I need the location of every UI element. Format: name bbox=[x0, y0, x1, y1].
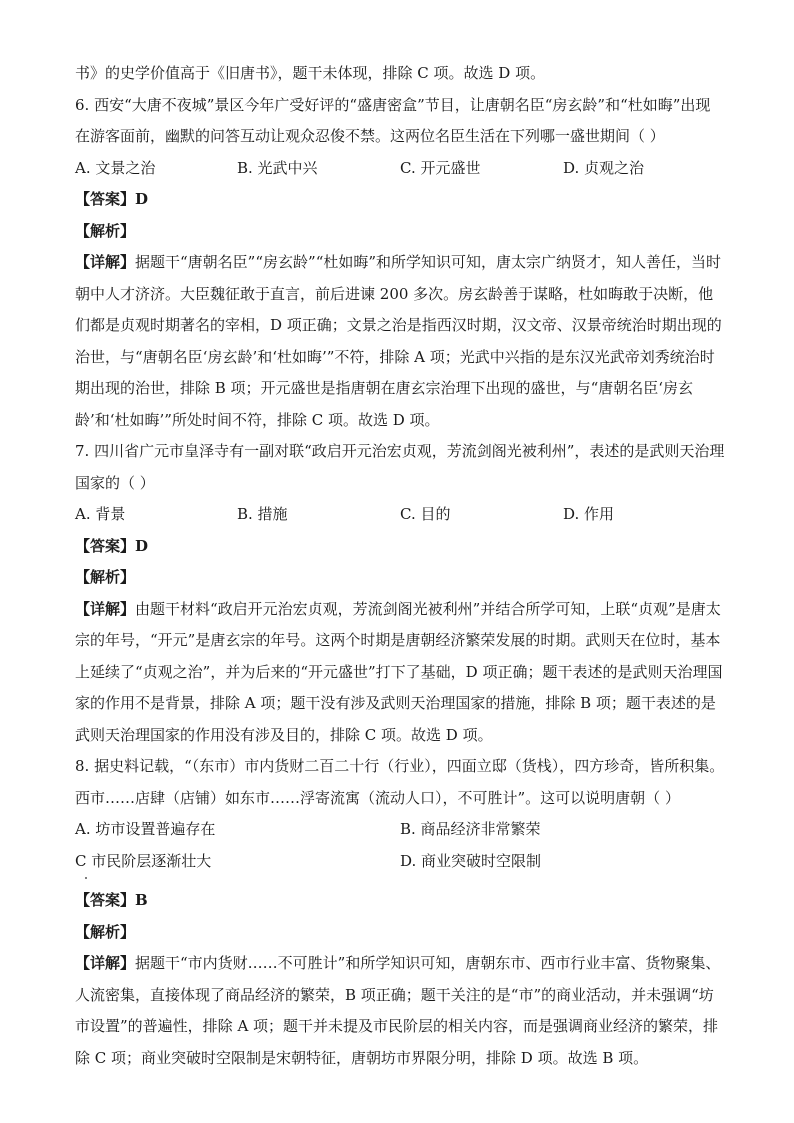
stray-mark bbox=[75, 877, 725, 885]
question-7-stem: 7. 四川省广元市皇泽寺有一副对联“政启开元治宏贞观，芳流剑阁光被利州”，表述的是武则天治理国家的（ ） bbox=[75, 442, 725, 492]
question-8-detail bbox=[75, 948, 725, 1074]
detail-label: 【详解】 bbox=[75, 253, 136, 271]
previous-answer-continuation: 书》的史学价值高于《旧唐书》，题干未体现，排除 C 项。故选 D 项。 bbox=[75, 64, 546, 82]
question-8-stem: 8. 据史料记载，“（东市）市内货财二百二十行（行业），四面立邸（货栈），四方珍奇，皆所积集。西市……店肆（店铺）如东市……浮寄流寓（流动人口），不可胜计”。这可以说明唐朝（ ） bbox=[75, 757, 725, 807]
detail-label: 【详解】 bbox=[75, 954, 136, 972]
question-6-answer: 【答案】D bbox=[75, 190, 149, 208]
document-content bbox=[75, 58, 725, 1074]
question-8-options-row-2 bbox=[75, 846, 725, 878]
question-6-options bbox=[75, 153, 725, 185]
option-d: D. 作用 bbox=[563, 505, 615, 523]
option-a: A. 坊市设置普遍存在 bbox=[75, 820, 216, 838]
option-a: A. 背景 bbox=[75, 505, 126, 523]
question-7-answer: 【答案】D bbox=[75, 536, 149, 555]
detail-text: 据题干“市内货财……不可胜计”和所学知识可知，唐朝东市、西市行业丰富、货物聚集、人流密集，直接体现了商品经济的繁荣，B 项正确；题干关注的是“市”的商业活动，并未强调“坊市设置”的普遍性，排除 A 项；题干并未提及市民阶层的相关内容，而是强调商业经济的繁荣，排除 C 项；商业突破时空限制是宋朝特征，唐朝坊市界限分明，排除 D 项。故选 B 项。 bbox=[75, 954, 721, 1067]
question-6-detail bbox=[75, 247, 725, 436]
option-b: B. 措施 bbox=[237, 505, 288, 523]
detail-label: 【详解】 bbox=[75, 599, 136, 618]
question-7-analysis-label: 【解析】 bbox=[75, 568, 136, 586]
question-7-options bbox=[75, 499, 725, 531]
option-d: D. 商业突破时空限制 bbox=[400, 851, 542, 870]
option-a: A. 文景之治 bbox=[75, 158, 156, 177]
option-d: D. 贞观之治 bbox=[563, 158, 645, 177]
question-8-answer: 【答案】B bbox=[75, 891, 148, 909]
question-7-detail bbox=[75, 594, 725, 752]
question-6-stem: 6. 西安“大唐不夜城”景区今年广受好评的“盛唐密盒”节目，让唐朝名臣“房玄龄”和“杜如晦”出现在游客面前，幽默的问答互动让观众忍俊不禁。这两位名臣生活在下列哪一盛世期间（ ） bbox=[75, 95, 711, 145]
detail-text: 据题干“唐朝名臣”“房玄龄”“杜如晦”和所学知识可知，唐太宗广纳贤才，知人善任，当时朝中人才济济。大臣魏征敢于直言，前后进谏 200 多次。房玄龄善于谋略，杜如晦敢于决断，他们都是贞观时期著名的宰相，D 项正确；文景之治是指西汉时期，汉文帝、汉景帝统治时期出现的治世，与“唐朝名臣‘房玄龄’和‘杜如晦’”不符，排除 A 项；光武中兴指的是东汉光武帝刘秀统治时期出现的治世，排除 B 项；开元盛世是指唐朝在唐玄宗治理下出现的盛世，与“唐朝名臣‘房玄龄’和‘杜如晦’”所处时间不符，排除 C 项。故选 D 项。 bbox=[75, 253, 722, 429]
option-c: C 市民阶层逐渐壮大 bbox=[75, 851, 212, 870]
question-8-analysis-label: 【解析】 bbox=[75, 922, 136, 941]
detail-text: 由题干材料“政启开元治宏贞观，芳流剑阁光被利州”并结合所学可知，上联“贞观”是唐太宗的年号，“开元”是唐玄宗的年号。这两个时期是唐朝经济繁荣发展的时期。武则天在位时，基本上延续了“贞观之治”，并为后来的“开元盛世”打下了基础，D 项正确；题干表述的是武则天治理国家的作用不是背景，排除 A 项；题干没有涉及武则天治理国家的措施，排除 B 项；题干表述的是武则天治理国家的作用没有涉及目的，排除 C 项。故选 D 项。 bbox=[75, 599, 723, 744]
question-6-analysis-label: 【解析】 bbox=[75, 221, 136, 240]
option-b: B. 商品经济非常繁荣 bbox=[400, 820, 541, 838]
option-b: B. 光武中兴 bbox=[237, 158, 318, 177]
option-c: C. 目的 bbox=[400, 505, 451, 523]
option-c: C. 开元盛世 bbox=[400, 158, 481, 177]
question-8-options-row-1 bbox=[75, 814, 725, 846]
